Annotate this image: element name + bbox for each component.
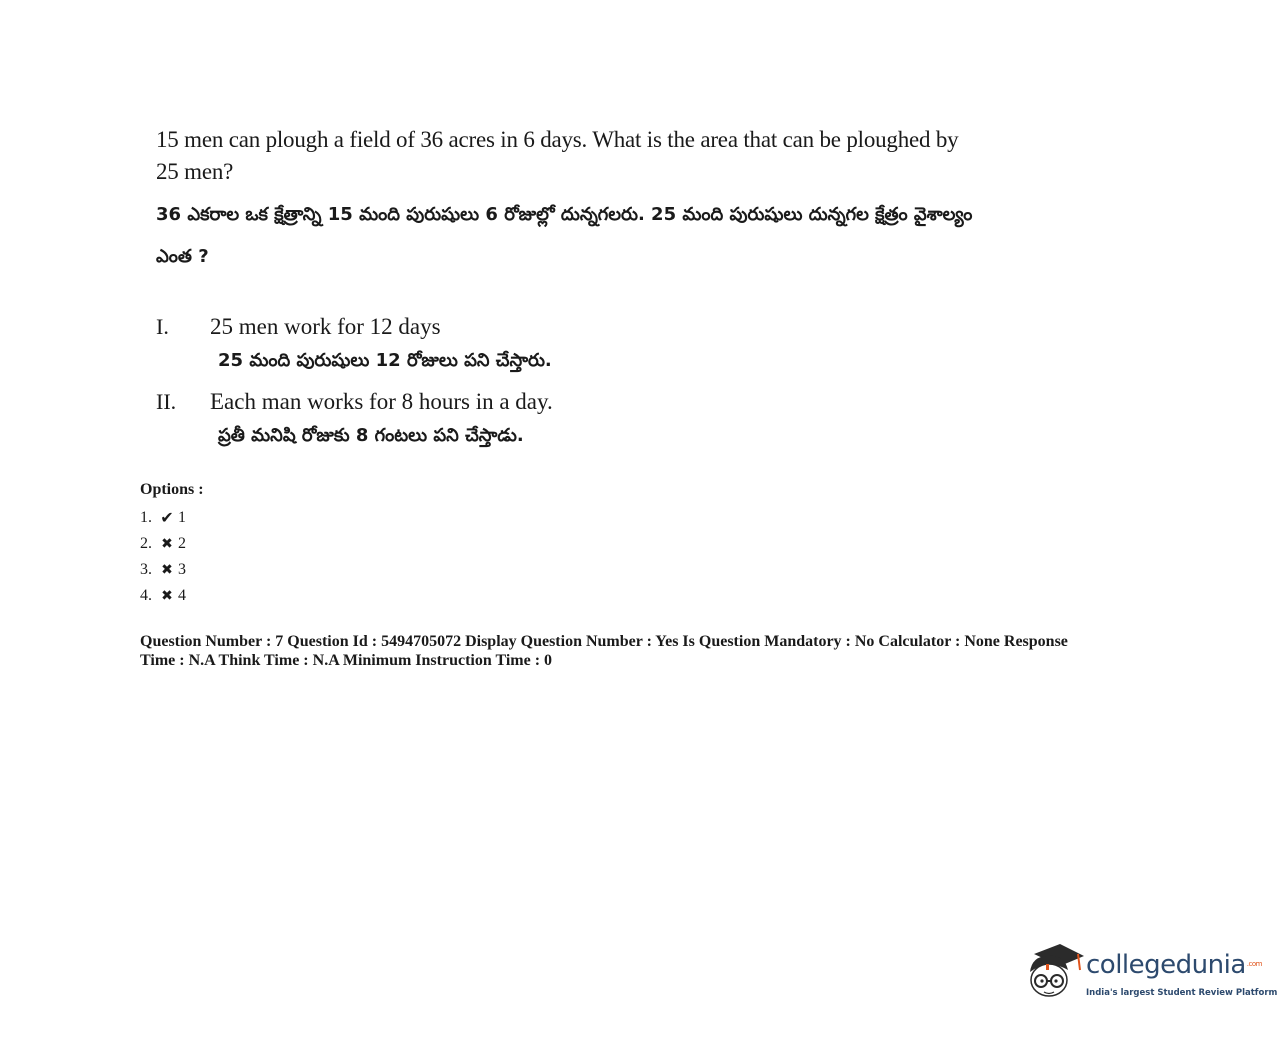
option-label: 1: [178, 509, 186, 526]
option-index: 1.: [140, 509, 152, 526]
brand-name: [1086, 950, 1262, 980]
option-2: [140, 531, 186, 557]
question-metadata: [140, 632, 1160, 670]
statement-text-english: 25 men work for 12 days: [210, 314, 441, 339]
statement-text-telugu: 25 మంది పురుషులు 12 రోజులు పని చేస్తారు.: [218, 350, 552, 371]
statement-number: I.: [156, 314, 169, 339]
mascot-icon: [1024, 940, 1086, 1008]
cross-icon: ✖: [161, 562, 173, 578]
brand-text: collegedunia: [1086, 950, 1246, 980]
metadata-line-1: Question Number : 7 Question Id : 5494705072 Display Question Number : Yes Is Question Mandatory : No Calculator : None Response: [140, 633, 1068, 650]
check-icon: ✔: [160, 508, 174, 527]
option-label: 4: [178, 587, 186, 604]
cross-icon: ✖: [161, 536, 173, 552]
option-label: 3: [178, 561, 186, 578]
statement-text-telugu: ప్రతీ మనిషి రోజుకు 8 గంటలు పని చేస్తాడు.: [218, 425, 524, 446]
metadata-line-2: Time : N.A Think Time : N.A Minimum Instruction Time : 0: [140, 652, 553, 669]
option-label: 2: [178, 535, 186, 552]
cross-icon: ✖: [161, 588, 173, 604]
option-1: [140, 505, 186, 531]
options-list: [140, 505, 186, 609]
option-index: 4.: [140, 587, 152, 604]
statement-text-english: Each man works for 8 hours in a day.: [210, 389, 553, 414]
collegedunia-logo: [1024, 940, 1278, 1010]
question-text-telugu: 36 ఎకరాల ఒక క్షేత్రాన్ని 15 మంది పురుషులు 6 రోజుల్లో దున్నగలరు. 25 మంది పురుషులు దున్నగల క్షేత్రం వైశాల్యం ఎంత ?: [156, 204, 973, 267]
question-text-english: 15 men can plough a field of 36 acres in 6 days. What is the area that can be ploughed by 25 men?: [156, 127, 959, 184]
brand-tagline: India's largest Student Review Platform: [1086, 988, 1278, 998]
options-heading: Options :: [140, 481, 204, 498]
brand-dotcom: .com: [1246, 960, 1262, 968]
option-4: [140, 583, 186, 609]
option-index: 2.: [140, 535, 152, 552]
option-3: [140, 557, 186, 583]
statement-number: II.: [156, 389, 177, 414]
option-index: 3.: [140, 561, 152, 578]
